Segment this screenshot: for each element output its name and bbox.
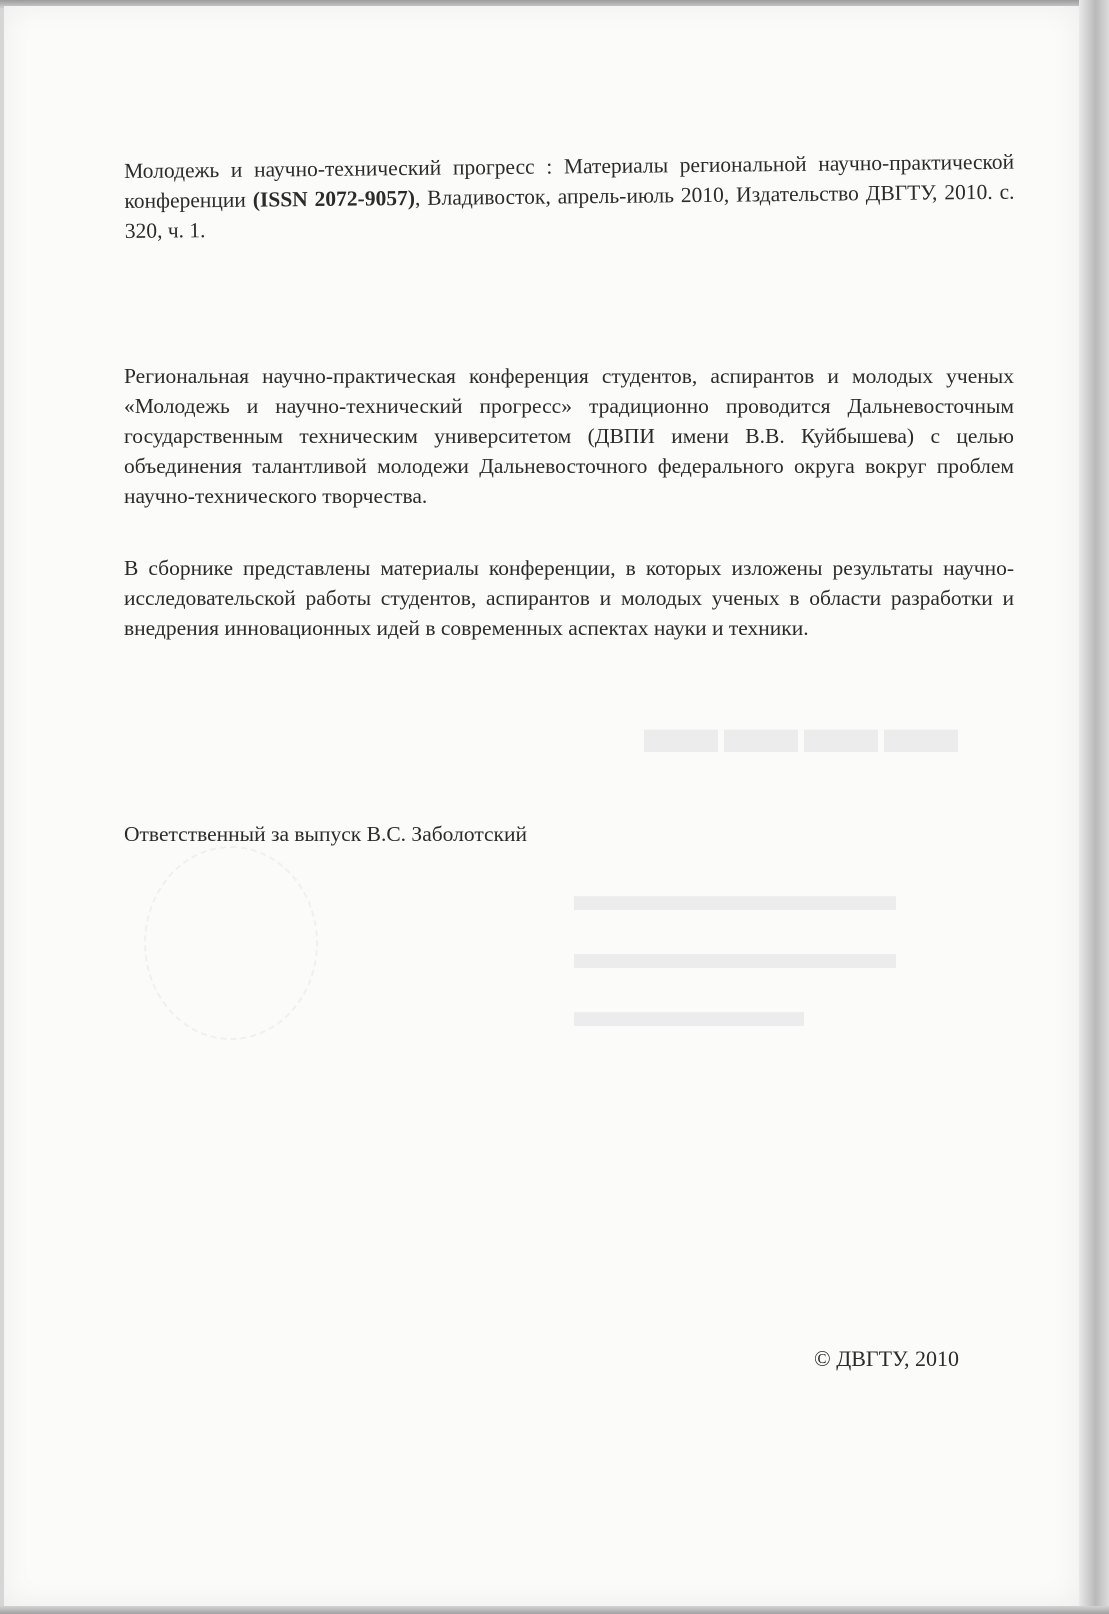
conference-description-paragraph: Региональная научно-практическая конференция студентов, аспирантов и молодых ученых «Молодежь и научно-технический прогресс» традиционно проводится Дальневосточным государственным техническим университетом (ДВПИ имени В.В. Куйбышева) с целью объединения талантливой молодежи Дальневосточного федерального округа вокруг проблем научно-технического творчества. xyxy=(124,364,1014,508)
scan-bottom-edge xyxy=(0,1606,1109,1614)
collection-contents-paragraph: В сборнике представлены материалы конференции, в которых изложены результаты научно-исследовательской работы студентов, аспирантов и молодых ученых в области разработки и внедрения инновационных идей в современных аспектах науки и техники. xyxy=(124,556,1014,640)
paper-sheet xyxy=(4,6,1079,1606)
citation-text: Молодежь и научно-технический прогресс : Материалы региональной научно-практической конференции xyxy=(124,149,1015,213)
bleed-through-text-marks: ▬▬▬▬▬▬▬ ▬▬▬▬▬▬▬ ▬▬▬▬▬ xyxy=(574,869,896,1036)
issn-number: (ISSN 2072-9057) xyxy=(252,185,416,212)
bleed-through-title-marks: ▬▬▬▬ xyxy=(644,687,964,769)
bleed-through-emblem xyxy=(144,846,318,1040)
responsible-editor: Ответственный за выпуск В.С. Заболотский xyxy=(124,822,527,846)
copyright-notice: © ДВГТУ, 2010 xyxy=(814,1346,960,1371)
scan-right-edge xyxy=(1079,0,1109,1614)
citation-publication-info: , Владивосток, апрель-июль 2010, Издательство ДВГТУ, 2010. с. 320, ч. 1. xyxy=(124,179,1015,243)
bibliographic-citation xyxy=(124,147,1015,246)
